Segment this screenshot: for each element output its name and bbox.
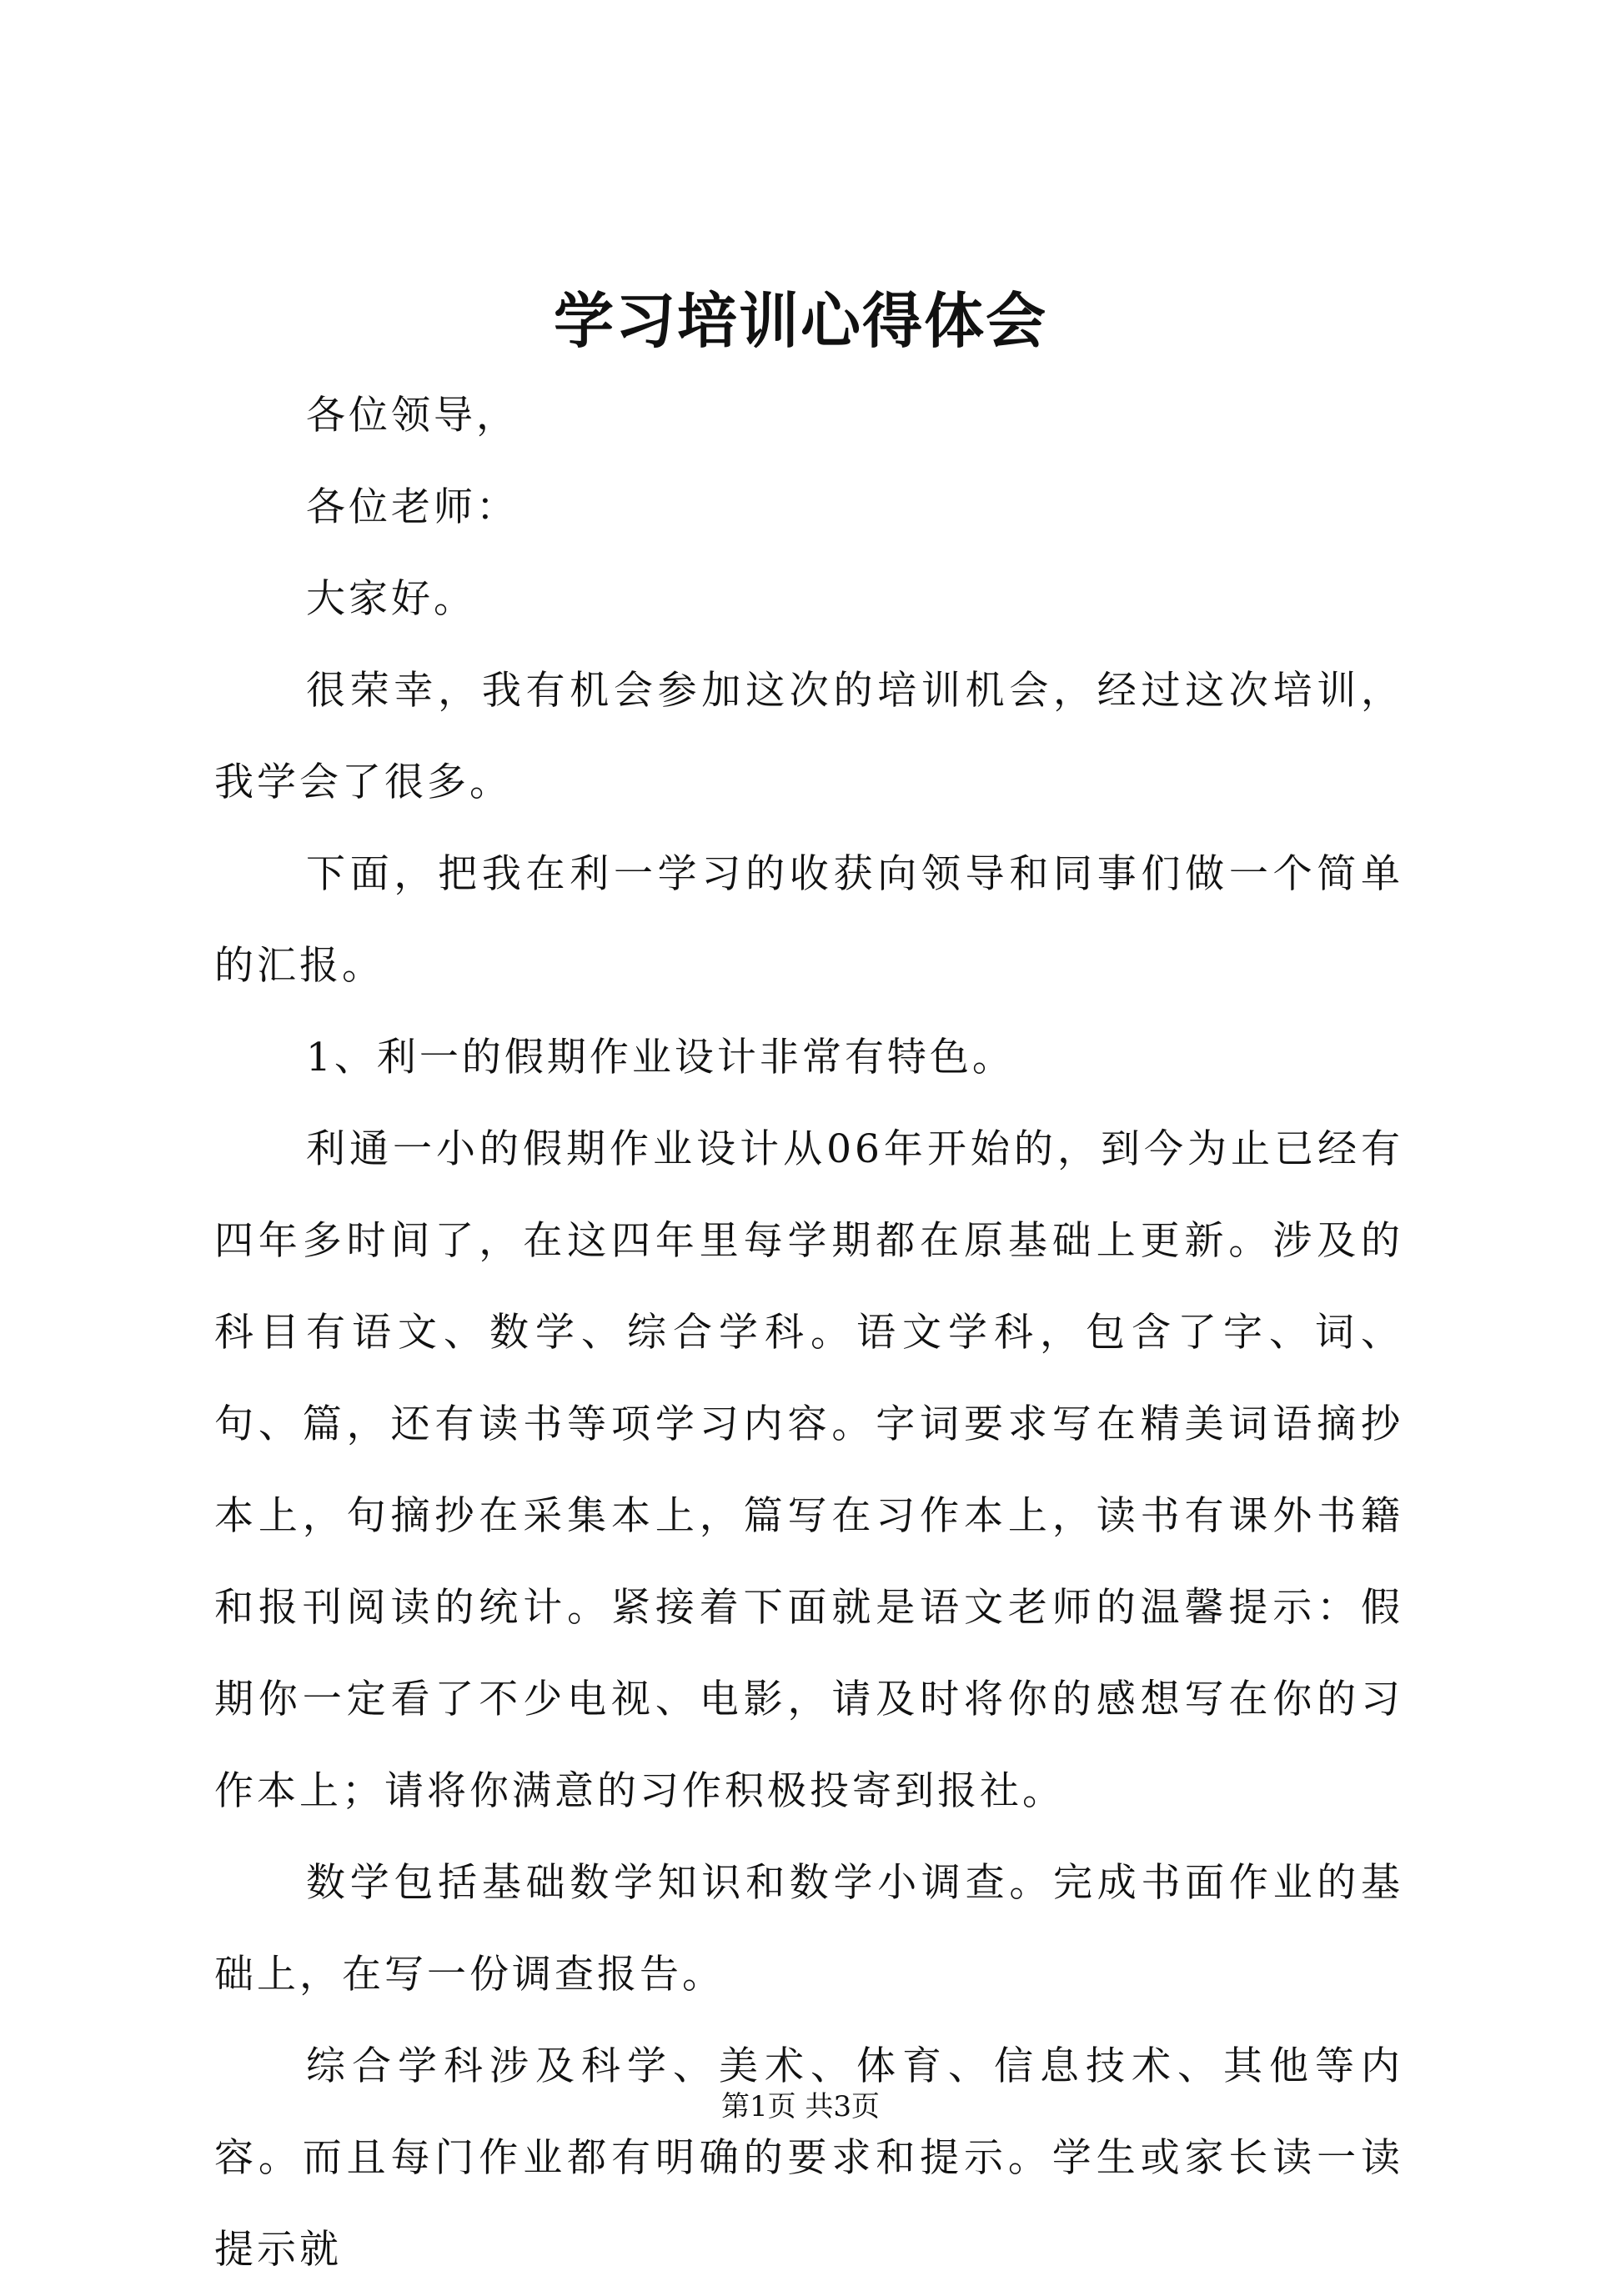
greeting: 大家好。 <box>306 576 476 622</box>
page-footer: 第1页 共3页 <box>720 2090 881 2123</box>
paragraph-comprehensive: 综合学科涉及科学、美术、体育、信息技术、其他等内容。而且每门作业都有明确的要求和提示。学生或家长读一读提示就 <box>214 2043 1403 2273</box>
salutation-leaders: 各位领导， <box>306 393 519 439</box>
paragraph-report: 下面，把我在利一学习的收获向领导和同事们做一个简单的汇报。 <box>214 851 1403 989</box>
document-title: 学习培训心得体会 <box>553 285 1047 356</box>
paragraph-homework-design: 利通一小的假期作业设计从06年开始的，到今为止已经有四年多时间了，在这四年里每学期都在原基础上更新。涉及的科目有语文、数学、综合学科。语文学科，包含了字、词、句、篇，还有读书等项学习内容。字词要求写在精美词语摘抄本上，句摘抄在采集本上，篇写在习作本上，读书有课外书籍和报刊阅读的统计。紧接着下面就是语文老师的温馨提示：假期你一定看了不少电视、电影，请及时将你的感想写在你的习作本上；请将你满意的习作积极投寄到报社。 <box>214 1126 1403 1814</box>
salutation-teachers: 各位老师： <box>306 484 519 530</box>
section-heading-1: 1、利一的假期作业设计非常有特色。 <box>306 1035 1015 1080</box>
paragraph-intro: 很荣幸，我有机会参加这次的培训机会，经过这次培训，我学会了很多。 <box>214 668 1403 805</box>
document-body <box>214 370 1403 2296</box>
paragraph-math: 数学包括基础数学知识和数学小调查。完成书面作业的基础上，在写一份调查报告。 <box>214 1860 1403 1998</box>
